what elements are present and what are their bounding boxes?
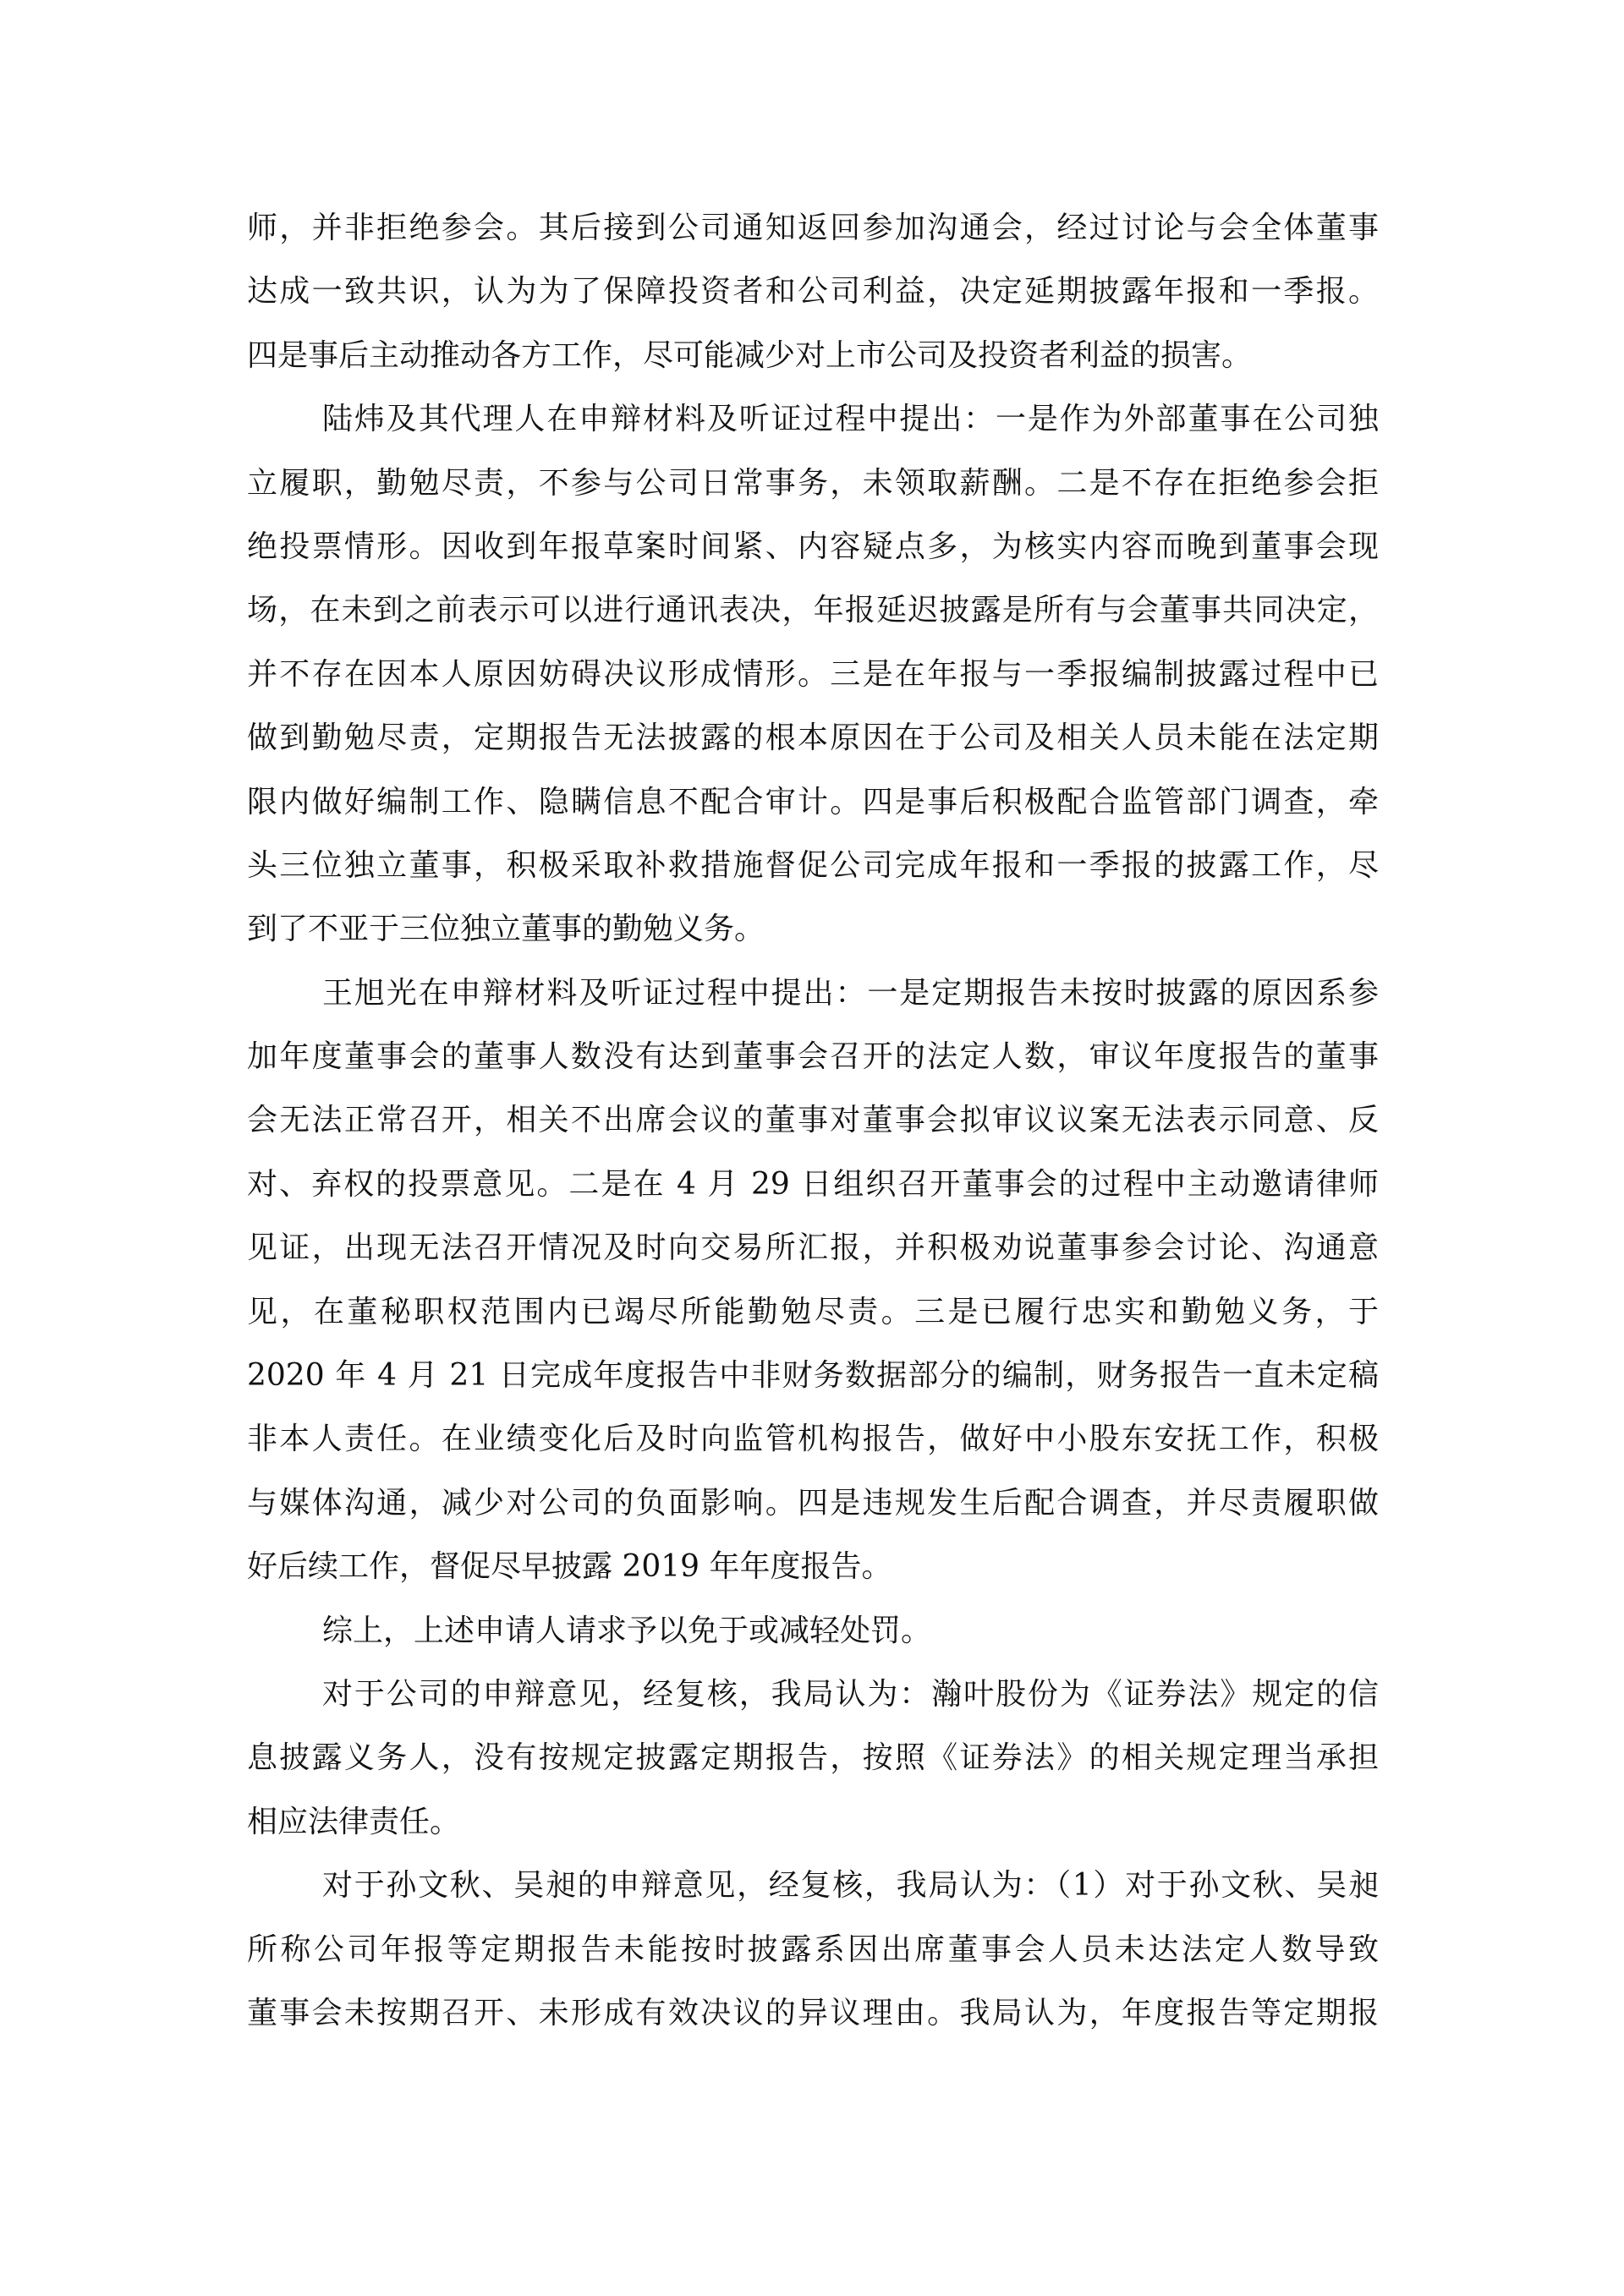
text-line: 王旭光在申辩材料及听证过程中提出：一是定期报告未按时披露的原因系参	[322, 975, 1379, 1011]
text-line: 头三位独立董事，积极采取补救措施督促公司完成年报和一季报的披露工作，尽	[247, 847, 1379, 883]
document-body	[247, 196, 1379, 2045]
text-line: 做到勤勉尽责，定期报告无法披露的根本原因在于公司及相关人员未能在法定期	[247, 721, 1379, 756]
text-line: 场，在未到之前表示可以进行通讯表决，年报延迟披露是所有与会董事共同决定，	[247, 593, 1379, 628]
paragraph-company-review	[247, 1663, 1379, 1854]
text-line: 见，在董秘职权范围内已竭尽所能勤勉尽责。三是已履行忠实和勤勉义务，于	[247, 1294, 1379, 1329]
paragraph-sun-wu-review	[247, 1854, 1379, 2045]
text-line: 息披露义务人，没有按规定披露定期报告，按照《证券法》的相关规定理当承担	[247, 1740, 1379, 1776]
paragraph-summary	[247, 1599, 1379, 1663]
text-line: 与媒体沟通，减少对公司的负面影响。四是违规发生后配合调查，并尽责履职做	[247, 1485, 1379, 1521]
text-line: 相应法律责任。	[247, 1804, 461, 1839]
text-line: 限内做好编制工作、隐瞒信息不配合审计。四是事后积极配合监管部门调查，牵	[247, 784, 1379, 819]
text-line: 对于孙文秋、吴昶的申辩意见，经复核，我局认为：（1）对于孙文秋、吴昶	[322, 1868, 1379, 1904]
text-line: 陆炜及其代理人在申辩材料及听证过程中提出：一是作为外部董事在公司独	[322, 402, 1379, 437]
paragraph-wang-xuguang-defense	[247, 962, 1379, 1599]
text-line: 好后续工作，督促尽早披露 2019 年年度报告。	[247, 1549, 892, 1585]
paragraph-lu-wei-defense	[247, 387, 1379, 962]
text-line: 会无法正常召开，相关不出席会议的董事对董事会拟审议议案无法表示同意、反	[247, 1103, 1379, 1138]
text-line: 达成一致共识，认为为了保障投资者和公司利益，决定延期披露年报和一季报。	[247, 274, 1379, 310]
text-line: 非本人责任。在业绩变化后及时向监管机构报告，做好中小股东安抚工作，积极	[247, 1422, 1379, 1457]
text-line: 立履职，勤勉尽责，不参与公司日常事务，未领取薪酬。二是不存在拒绝参会拒	[247, 465, 1379, 501]
text-line: 2020 年 4 月 21 日完成年度报告中非财务数据部分的编制，财务报告一直未定稿	[247, 1358, 1379, 1394]
text-line: 综上，上述申请人请求予以免于或减轻处罚。	[322, 1613, 932, 1648]
text-line: 加年度董事会的董事人数没有达到董事会召开的法定人数，审议年度报告的董事	[247, 1039, 1379, 1075]
text-line: 董事会未按期召开、未形成有效决议的异议理由。我局认为，年度报告等定期报	[247, 1995, 1379, 2030]
text-line: 师，并非拒绝参会。其后接到公司通知返回参加沟通会，经过讨论与会全体董事	[247, 211, 1379, 245]
paragraph-continuation	[247, 196, 1379, 387]
text-line: 到了不亚于三位独立董事的勤勉义务。	[247, 912, 765, 947]
text-line: 所称公司年报等定期报告未能按时披露系因出席董事会人员未达法定人数导致	[247, 1932, 1379, 1967]
text-line: 见证，出现无法召开情况及时向交易所汇报，并积极劝说董事参会讨论、沟通意	[247, 1230, 1379, 1266]
text-line: 对于公司的申辩意见，经复核，我局认为：瀚叶股份为《证券法》规定的信	[322, 1676, 1379, 1712]
text-line: 对、弃权的投票意见。二是在 4 月 29 日组织召开董事会的过程中主动邀请律师	[247, 1166, 1379, 1202]
text-line: 绝投票情形。因收到年报草案时间紧、内容疑点多，为核实内容而晚到董事会现	[247, 529, 1379, 564]
text-line: 四是事后主动推动各方工作，尽可能减少对上市公司及投资者利益的损害。	[247, 337, 1253, 373]
text-line: 并不存在因本人原因妨碍决议形成情形。三是在年报与一季报编制披露过程中已	[247, 656, 1379, 692]
